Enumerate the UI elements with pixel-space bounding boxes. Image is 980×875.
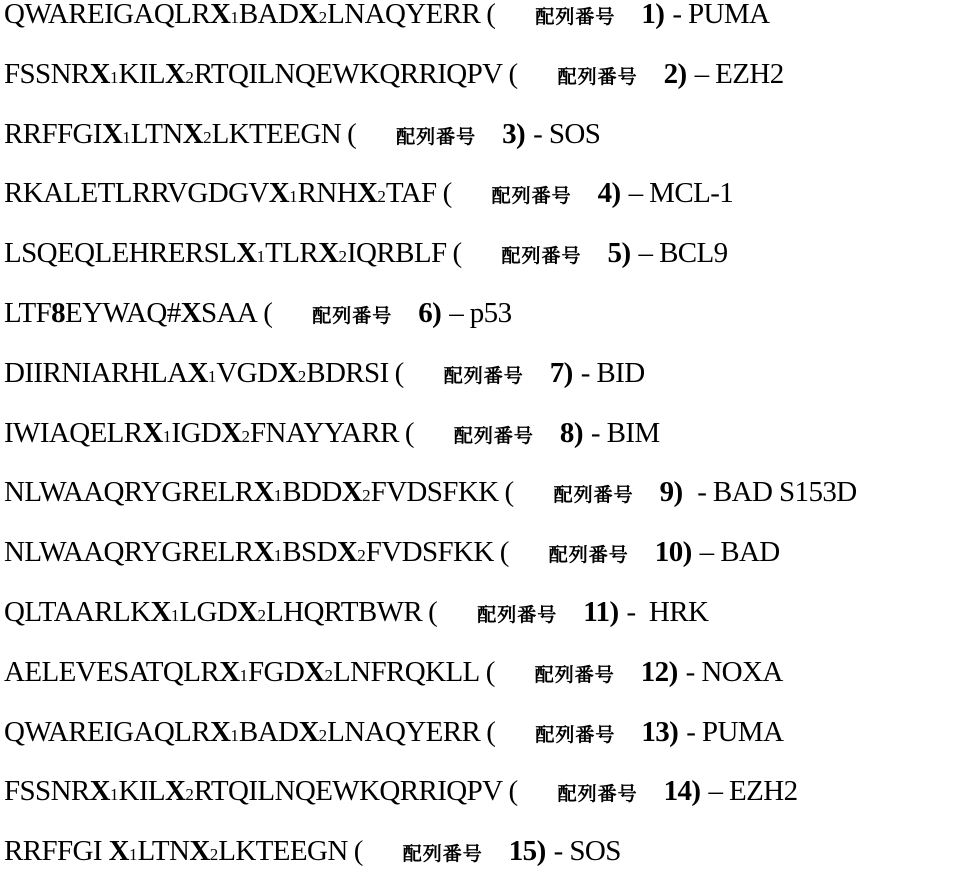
protein-name: - BIM [591, 417, 660, 450]
seq-id-number: 3) [502, 118, 525, 151]
sequence-line [4, 835, 621, 875]
variable-residue: X [304, 656, 324, 689]
residue-subscript: 1 [239, 666, 248, 686]
seq-id-label: 配列番号 [535, 660, 615, 687]
variable-residue: X [298, 0, 318, 31]
seq-id-number: 12) [641, 656, 678, 689]
sequence-line [4, 237, 728, 277]
seq-id-label: 配列番号 [558, 779, 638, 806]
sequence-segment: LHQRTBWR [266, 596, 422, 629]
variable-residue: X [357, 177, 377, 210]
open-paren: ( [509, 58, 518, 91]
residue-subscript: 2 [319, 726, 328, 746]
variable-residue: X [188, 357, 208, 390]
residue-subscript: 1 [110, 68, 119, 88]
seq-id-number: 7) [550, 357, 573, 390]
variable-residue: X [298, 716, 318, 749]
open-paren: ( [405, 417, 414, 450]
sequence-line [4, 0, 769, 38]
sequence-segment: DIIRNIARHLA [4, 357, 188, 390]
variable-residue: X [165, 775, 185, 808]
open-paren: ( [505, 476, 514, 509]
variable-residue: X [109, 835, 129, 868]
seq-id-number: 4) [598, 177, 621, 210]
variable-residue: X [253, 536, 273, 569]
sequence-line [4, 417, 660, 457]
variable-residue: X [143, 417, 163, 450]
sequence-segment: FVDSFKK [366, 536, 494, 569]
residue-subscript: 1 [274, 546, 283, 566]
protein-name: - PUMA [672, 0, 769, 31]
variable-residue: X [183, 118, 203, 151]
variable-residue: X [337, 536, 357, 569]
seq-id-number: 15) [509, 835, 546, 868]
residue-subscript: 1 [163, 427, 172, 447]
seq-id-label: 配列番号 [535, 720, 615, 747]
protein-name: – BCL9 [639, 237, 728, 270]
residue-subscript: 1 [274, 486, 283, 506]
seq-id-label: 配列番号 [549, 540, 629, 567]
sequence-segment: TAF [386, 177, 437, 210]
variable-residue: X [90, 775, 110, 808]
seq-id-number: 10) [655, 536, 692, 569]
sequence-segment: LNAQYERR [327, 716, 480, 749]
variable-residue: X [237, 596, 257, 629]
sequence-segment: QWAREIGAQLR [4, 716, 210, 749]
open-paren: ( [452, 237, 461, 270]
seq-id-number: 9) [660, 476, 683, 509]
residue-subscript: 1 [122, 128, 131, 148]
seq-id-label: 配列番号 [477, 600, 557, 627]
sequence-line [4, 775, 798, 815]
sequence-segment: FGD [248, 656, 304, 689]
protein-name: - HRK [627, 596, 709, 629]
variable-residue: X [342, 476, 362, 509]
variable-residue: X [236, 237, 256, 270]
protein-name: – EZH2 [695, 58, 784, 91]
seq-id-label: 配列番号 [554, 480, 634, 507]
variable-residue: X [253, 476, 273, 509]
open-paren: ( [347, 118, 356, 151]
residue-subscript: 2 [210, 845, 219, 865]
protein-name: - PUMA [686, 716, 783, 749]
variable-residue: X [210, 0, 230, 31]
sequence-segment: LTF [4, 297, 51, 330]
seq-id-number: 8) [560, 417, 583, 450]
sequence-line [4, 357, 645, 397]
seq-id-number: 6) [418, 297, 441, 330]
open-paren: ( [509, 775, 518, 808]
variable-residue: X [318, 237, 338, 270]
sequence-line [4, 118, 600, 158]
sequence-segment: VGD [216, 357, 277, 390]
seq-id-label: 配列番号 [558, 62, 638, 89]
sequence-segment: RTQILNQEWKQRRIQPV [194, 775, 503, 808]
seq-id-label: 配列番号 [396, 122, 476, 149]
seq-id-label: 配列番号 [492, 181, 572, 208]
sequence-segment: FSSNR [4, 58, 90, 91]
seq-id-number: 11) [583, 596, 618, 629]
residue-subscript: 1 [257, 247, 266, 267]
sequence-segment: BAD [239, 716, 298, 749]
seq-id-label: 配列番号 [535, 2, 615, 29]
seq-id-label: 配列番号 [502, 241, 582, 268]
open-paren: ( [443, 177, 452, 210]
variable-residue: X [219, 656, 239, 689]
sequence-line [4, 58, 784, 98]
sequence-line [4, 297, 512, 337]
variable-residue: X [210, 716, 230, 749]
residue-subscript: 2 [298, 367, 307, 387]
sequence-segment: BDD [282, 476, 341, 509]
sequence-segment: RNH [298, 177, 357, 210]
protein-name: - BAD S153D [691, 476, 857, 509]
open-paren: ( [486, 0, 495, 31]
variable-residue: X [277, 357, 297, 390]
sequence-segment: BDRSI [306, 357, 388, 390]
residue-subscript: 2 [325, 666, 334, 686]
sequence-segment: NLWAAQRYGRELR [4, 476, 253, 509]
sequence-segment: LKTEEGN [212, 118, 342, 151]
sequence-segment: FNAYYARR [250, 417, 399, 450]
sequence-segment: NLWAAQRYGRELR [4, 536, 253, 569]
residue-subscript: 2 [241, 427, 250, 447]
variable-residue: 8 [51, 297, 65, 330]
sequence-segment: LSQEQLEHRERSL [4, 237, 236, 270]
sequence-line [4, 596, 708, 636]
variable-residue: X [189, 835, 209, 868]
open-paren: ( [486, 716, 495, 749]
sequence-segment: RRFFGI [4, 118, 102, 151]
protein-name: - BID [581, 357, 645, 390]
seq-id-number: 14) [664, 775, 701, 808]
open-paren: ( [500, 536, 509, 569]
variable-residue: X [181, 297, 201, 330]
sequence-segment: LNFRQKLL [333, 656, 480, 689]
sequence-line [4, 656, 783, 696]
sequence-segment: IWIAQELR [4, 417, 143, 450]
sequence-segment: BSD [282, 536, 337, 569]
variable-residue: X [221, 417, 241, 450]
sequence-segment: FSSNR [4, 775, 90, 808]
variable-residue: X [165, 58, 185, 91]
sequence-segment: LTN [131, 118, 183, 151]
residue-subscript: 1 [230, 8, 239, 28]
sequence-segment: QLTAARLK [4, 596, 150, 629]
sequence-line [4, 177, 733, 217]
sequence-segment: KIL [119, 58, 166, 91]
sequence-segment: AELEVESATQLR [4, 656, 219, 689]
open-paren: ( [428, 596, 437, 629]
variable-residue: X [102, 118, 122, 151]
seq-id-number: 5) [608, 237, 631, 270]
residue-subscript: 1 [208, 367, 217, 387]
residue-subscript: 2 [338, 247, 347, 267]
protein-name: - NOXA [686, 656, 783, 689]
residue-subscript: 2 [203, 128, 212, 148]
seq-id-label: 配列番号 [444, 361, 524, 388]
protein-name: - SOS [533, 118, 600, 151]
sequence-segment: KIL [119, 775, 166, 808]
protein-name: – p53 [449, 297, 511, 330]
residue-subscript: 1 [129, 845, 138, 865]
variable-residue: X [150, 596, 170, 629]
residue-subscript: 2 [185, 785, 194, 805]
sequence-segment: LKTEEGN [218, 835, 348, 868]
residue-subscript: 1 [110, 785, 119, 805]
seq-id-number: 13) [641, 716, 678, 749]
open-paren: ( [486, 656, 495, 689]
residue-subscript: 1 [171, 606, 180, 626]
variable-residue: X [90, 58, 110, 91]
residue-subscript: 1 [289, 187, 298, 207]
sequence-segment: QWAREIGAQLR [4, 0, 210, 31]
sequence-segment: BAD [239, 0, 298, 31]
sequence-segment: LNAQYERR [327, 0, 480, 31]
seq-id-label: 配列番号 [312, 301, 392, 328]
open-paren: ( [263, 297, 272, 330]
seq-id-label: 配列番号 [454, 421, 534, 448]
sequence-segment: RTQILNQEWKQRRIQPV [194, 58, 503, 91]
variable-residue: X [269, 177, 289, 210]
protein-name: – MCL-1 [629, 177, 734, 210]
sequence-segment: FVDSFKK [371, 476, 499, 509]
open-paren: ( [354, 835, 363, 868]
sequence-segment: IQRBLF [347, 237, 447, 270]
sequence-line [4, 476, 857, 516]
residue-subscript: 2 [185, 68, 194, 88]
protein-name: – EZH2 [708, 775, 797, 808]
residue-subscript: 2 [257, 606, 266, 626]
residue-subscript: 2 [362, 486, 371, 506]
residue-subscript: 2 [377, 187, 386, 207]
residue-subscript: 2 [319, 8, 328, 28]
sequence-line [4, 716, 783, 756]
sequence-segment: RRFFGI [4, 835, 109, 868]
sequence-segment: RKALETLRRVGDGV [4, 177, 269, 210]
sequence-segment: SAA [201, 297, 257, 330]
sequence-segment: LTN [137, 835, 189, 868]
protein-name: – BAD [700, 536, 780, 569]
protein-name: - SOS [554, 835, 621, 868]
sequence-segment: LGD [179, 596, 237, 629]
seq-id-number: 1) [641, 0, 664, 31]
sequence-segment: EYWAQ# [65, 297, 181, 330]
sequence-segment: IGD [171, 417, 221, 450]
residue-subscript: 2 [357, 546, 366, 566]
seq-id-label: 配列番号 [403, 839, 483, 866]
sequence-line [4, 536, 780, 576]
open-paren: ( [395, 357, 404, 390]
seq-id-number: 2) [664, 58, 687, 91]
residue-subscript: 1 [230, 726, 239, 746]
sequence-segment: TLR [265, 237, 318, 270]
